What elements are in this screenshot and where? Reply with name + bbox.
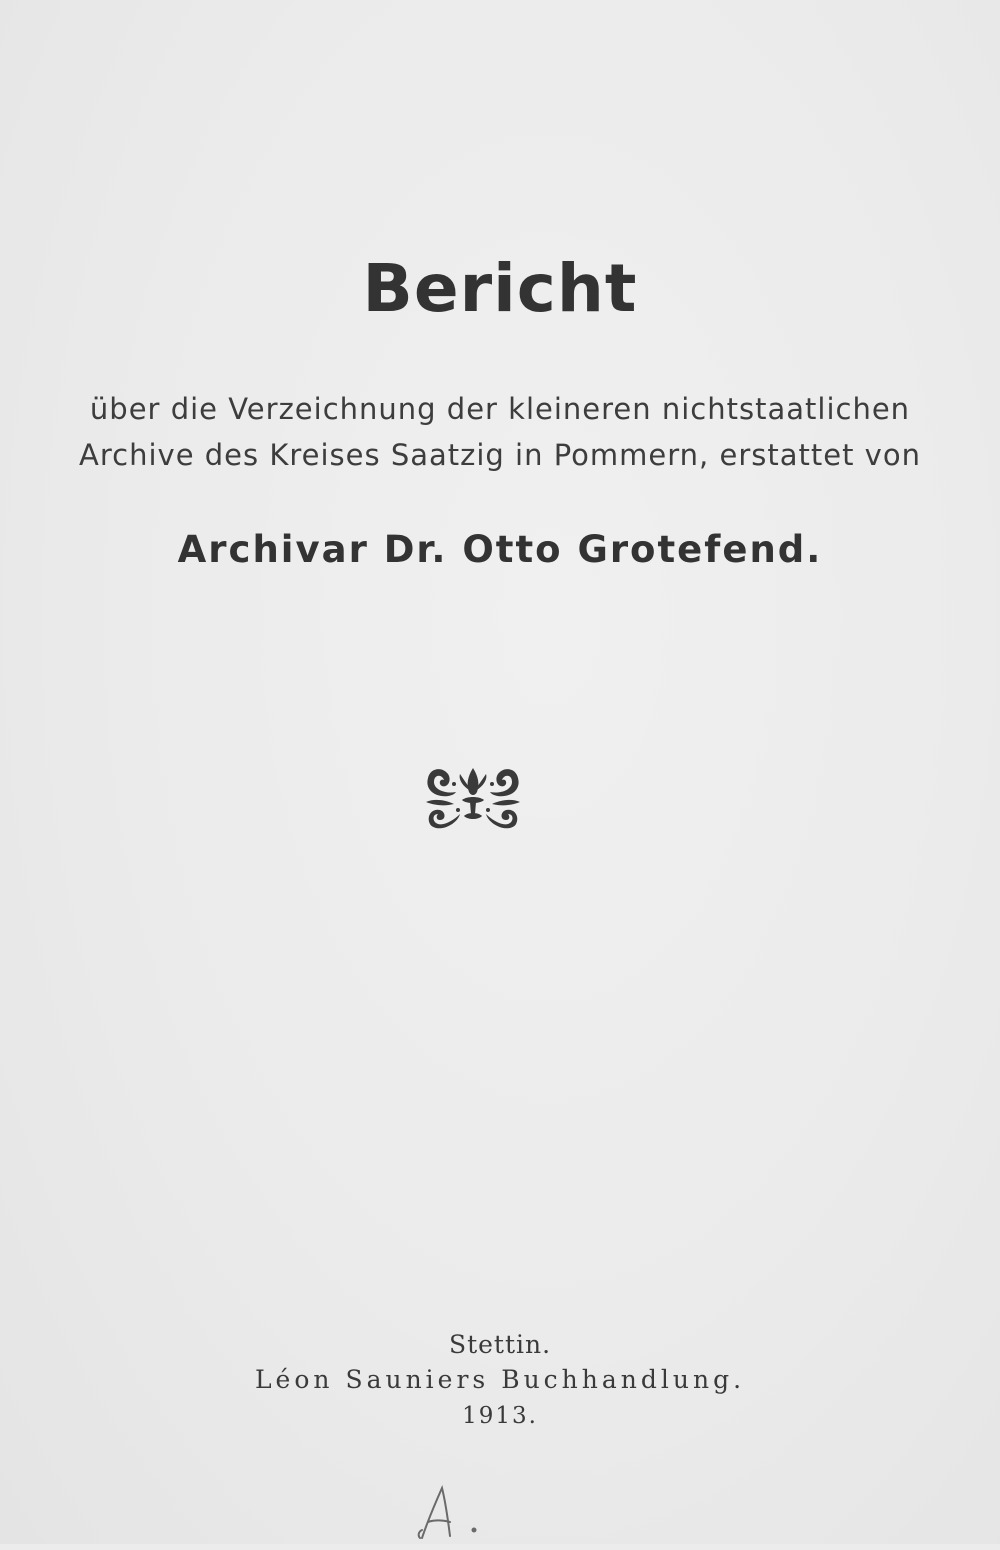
- book-title: Bericht: [362, 250, 638, 327]
- handwritten-mark: [410, 1480, 490, 1550]
- subtitle-line-1: über die Verzeichnung der kleineren nichtstaatlichen: [89, 392, 911, 426]
- imprint-publisher: Léon Sauniers Buchhandlung.: [254, 1365, 746, 1394]
- subtitle-line-2: Archive des Kreises Saatzig in Pommern, erstattet von: [79, 438, 921, 472]
- imprint-year: 1913.: [462, 1403, 538, 1429]
- imprint-place: Stettin.: [448, 1330, 552, 1359]
- floral-ornament-icon: [424, 762, 522, 830]
- author-line: Archivar Dr. Otto Grotefend.: [177, 528, 823, 571]
